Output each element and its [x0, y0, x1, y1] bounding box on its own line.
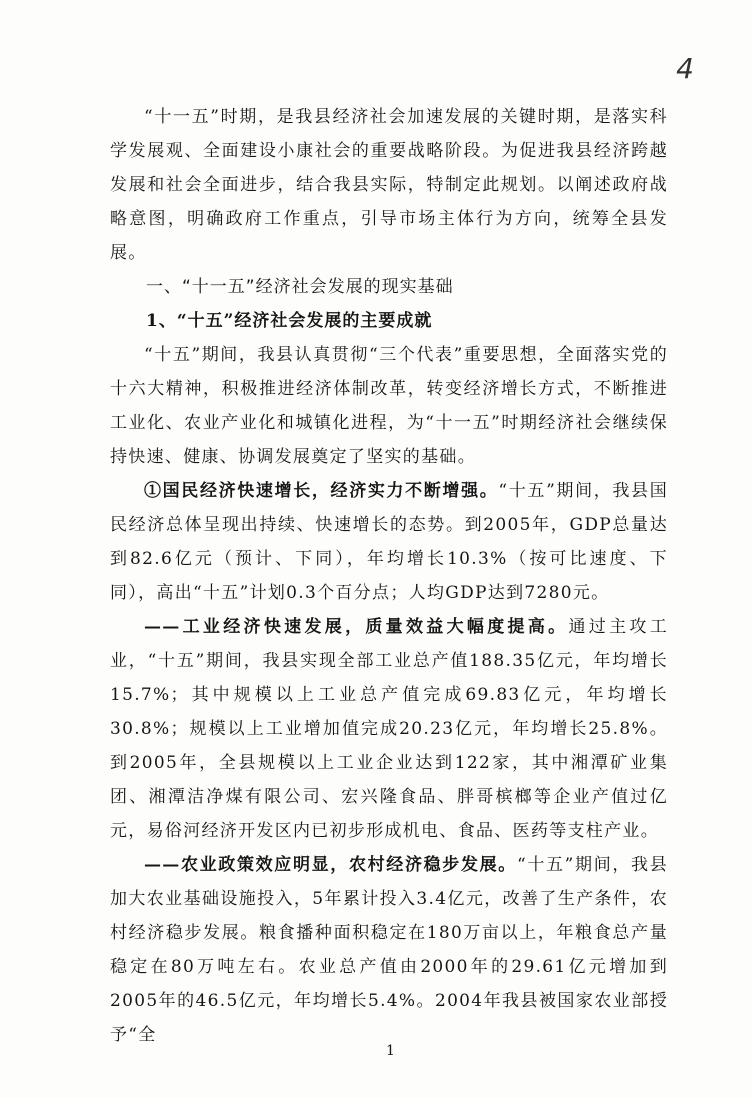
economy-lead: ①国民经济快速增长，经济实力不断增强。 [144, 481, 499, 501]
achievements-paragraph: “十五”期间，我县认真贯彻“三个代表”重要思想，全面落实党的十六大精神，积极推进经济体制改革，转变经济增长方式，不断推进工业化、农业产业化和城镇化进程，为“十一五”时期经济社会继续保持快速、健康、协调发展奠定了坚实的基础。 [110, 345, 668, 467]
section-heading: 一、“十一五”经济社会发展的现实基础 [146, 277, 454, 297]
subsection-heading: 1、“十五”经济社会发展的主要成就 [146, 311, 433, 331]
agriculture-paragraph [110, 848, 668, 1052]
economy-text: “十五”期间，我县国民经济总体呈现出持续、快速增长的态势。到2005年，GDP总量达到82.6亿元（预计、下同），年均增长10.3%（按可比速度、下同），高出“十五”计划0.3个百分点；人均GDP达到7280元。 [110, 481, 668, 603]
page-number: 1 [386, 1043, 395, 1059]
agriculture-text: “十五”期间，我县加大农业基础设施投入，5年累计投入3.4亿元，改善了生产条件，农村经济稳步发展。粮食播种面积稳定在180万亩以上，年粮食总产量稳定在80万吨左右。农业总产值由2000年的29.61亿元增加到2005年的46.5亿元，年均增长5.4%。2004年我县被国家农业部授予“全 [110, 855, 669, 1045]
handwritten-page-mark: 4 [676, 52, 694, 85]
agriculture-lead: ——农业政策效应明显，农村经济稳步发展。 [144, 855, 517, 875]
industry-lead: ——工业经济快速发展，质量效益大幅度提高。 [144, 617, 569, 637]
economy-paragraph [110, 474, 668, 610]
industry-text: 通过主攻工业，“十五”期间，我县实现全部工业总产值188.35亿元，年均增长15.7%；其中规模以上工业总产值完成69.83亿元，年均增长30.8%；规模以上工业增加值完成20.23亿元，年均增长25.8%。到2005年，全县规模以上工业企业达到122家，其中湘潭矿业集团、湘潭洁净煤有限公司、宏兴隆食品、胖哥槟榔等企业产值过亿元，易俗河经济开发区内已初步形成机电、食品、医药等支柱产业。 [110, 617, 668, 841]
intro-paragraph: “十一五”时期，是我县经济社会加速发展的关键时期，是落实科学发展观、全面建设小康社会的重要战略阶段。为促进我县经济跨越发展和社会全面进步，结合我县实际，特制定此规划。以阐述政府战略意图，明确政府工作重点，引导市场主体行为方向，统筹全县发展。 [110, 107, 668, 263]
industry-paragraph [110, 610, 668, 848]
